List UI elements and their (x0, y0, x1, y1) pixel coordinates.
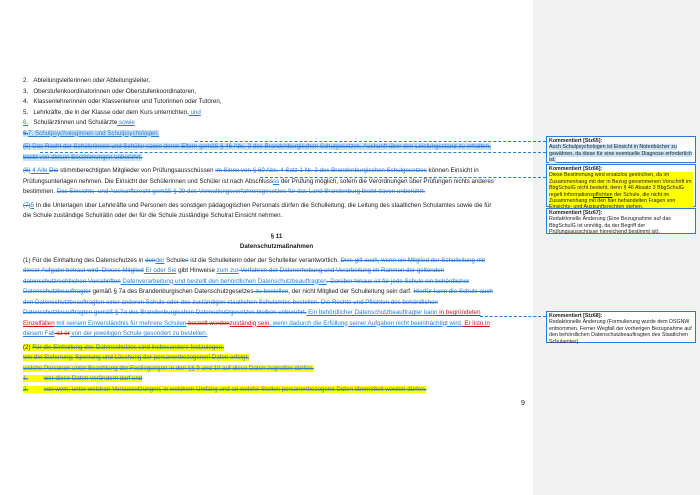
list-item: 2. von wem, unter welchen Voraussetzungen, in welchem Umfang und an welche Stellen personenbezogene Daten übermittelt werden dürfen. (23, 385, 427, 393)
paragraph-11-2: (2) Für die Einhaltung des Datenschutzes sind insbesondere festzulegen: wie die Sicherung, Sperrung und Löschung der personenbezogenen Daten erfolgt, welche Personen unter Beachtung der Festlegungen in den §§ 9 und 10 auf diese Daten zugreifen dürfen. 1. wer diese Daten verändern darf und 2. von wem, unter welchen Voraussetzungen, in welchem Umfang und an welche Stellen personenbezogene Daten übermittelt werden dürfen. (23, 343, 530, 396)
comment-connector (480, 316, 546, 317)
document-body (23, 76, 530, 395)
section-title: Datenschutzmaßnahmen (239, 243, 314, 250)
section-number: § 11 (270, 232, 283, 240)
comment-connector (40, 152, 546, 153)
list-item: 3. Oberstufenkoordinatorinnen oder Oberstufenkoordinatoren, (23, 87, 197, 95)
list-item-7: 6.7. Schulpsychologinnen und Schulpsychologen. (23, 129, 160, 137)
paragraph-7: (7)5 In die Unterlagen über Lehrkräfte und Personen des sonstigen pädagogischen Personals dürfen die Schulleitung, die Leitung des staatlichen Schulamtes sowie die für die Schule zuständige Schulrätin oder der für die Schule zuständige Schulrat Einsicht nehmen. (23, 201, 492, 219)
list-item-6: 6. Schulärztinnen und Schulärzte sowie (23, 119, 135, 126)
section-heading (23, 232, 530, 253)
list-item: 1. wer diese Daten verändern darf und (23, 375, 143, 382)
list-item: 5. Lehrkräfte, die in der Klasse oder dem Kurs unterrichten, und (23, 108, 201, 116)
comment-stz65[interactable]: Kommentiert [Stz65]: Auch Schulpsychologen ist Einsicht in Notenbücher zu gewähren, da diese für eine eventuelle Diagnose erforderlich ist. (546, 136, 696, 163)
paragraph-6: (6) 4 Alle Die stimmberechtigten Mitglieder von Prüfungsausschüssen im Sinne von § 60 Abs. 4 Satz 1 Nr. 2 des Brandenburgischen Schulgesetzes können Einsicht in Prüfungsunterlagen nehmen. Die Einsicht der Schülerinnen und Schüler ist nach Abschlussss der Prüfung möglich, sofern die Verordnungen über Prüfungen nichts anderes bestimmen. Das Einsichts- und Auskunftsrecht gemäß § 29 des Verwaltungsverfahrensgesetzes für das Land Brandenburg bleibt davon unberührt. (23, 167, 494, 195)
comment-stz67[interactable]: Kommentiert [Stz67]: Redaktionelle Änderung (Eine Bezugnahme auf das BbgSchulG ist unnötig, da der Begriff der Prüfungsausschüsse hinreichend bestimmt ist). (546, 208, 696, 234)
list-item: 4. Klassenlehrerinnen oder Klassenlehrer und Tutorinnen oder Tutoren, (23, 98, 222, 105)
comment-margin (533, 0, 700, 495)
paragraph-5-deleted: (5) Das Recht der Schülerinnen und Schüler sowie deren Eltern gemäß § 46 Abs. 3 des Brandenburgischen Schulgesetzes, Auskunft über den Leistungsstand zu erhalten, bleibt von diesen Bestimmungen unberührt. (23, 143, 491, 161)
comment-stz66[interactable]: Kommentiert [Stz66]: Diese Bestimmung wird ersatzlos gestrichen, da im Zusammenhang mit der in Bezug genommenen Vorschrift im BbgSchulG nicht besteht, denn § 46 Absatz 3 BbgSchulG regelt Informationspflichten der Schule, die nicht im Zusammenhang mit den hier behandelten Fragen von (546, 164, 696, 207)
comment-connector (195, 141, 546, 142)
page-number: 9 (521, 400, 525, 407)
list-item: 2. Abteilungsleiterinnen oder Abteilungsleiter, (23, 77, 150, 84)
comment-stz68[interactable]: Kommentiert [Stz68]: Redaktionelle Änderung (Formulierung wurde dem DSGNW entnommen. Ferner Wegfall der vorherigen Bezugnahme auf den behördlichen Datenschutzbeauftragten des Staatlichen Schulamtes). (546, 311, 696, 343)
paragraph-11-1: (1) Für die Einhaltung des Datenschutzes in dender Schulen ist die Schulleiterin oder der Schulleiter verantwortlich. Dies gilt auch, wenn ein Mitglied der Schulleitung mit dieser Aufgabe betraut wird. Dieses Mitglied Er oder Sie gibt Hinweise zum zur Verfahren der Datenerhebung und Verarbeitung im Rahmen der geltenden datenschutzrechtlichen Vorschriften Datenverarbeitung und bestellt den behördlichen Datenschutzbeauftragten. Darüber hinaus ist für jede Schule ein behördlicher Datenschutzbeauftragter gemäß § 7a des Brandenburgischen Datenschutzgesetzes zu bestellen, der nicht Mitglied der Schulleitung sein darf. Hierfür kann die Schule auch den Datenschutzbeauftragten einer anderen Schule oder des zuständigen staatlichen Schulamtes bestellen. Die Rechte und Pflichten des behördlichen Datenschutzbeauftragten gemäß § 7a des Brandenburgischen Datenschutzgesetzes bleiben unberührt. Ein behördlicher Datenschutzbeauftragter kann in begründeten Einzelfällen mit seinem Einverständnis für mehrere Schulen bestellt werdenzuständig sein, wenn dadurch die Erfüllung seiner Aufgaben nicht beeinträchtigt wird. Er listn in diesem Fall ist er von der jeweiligen Schule gesondert zu bestellen. (23, 256, 493, 337)
comment-connector (260, 177, 546, 178)
